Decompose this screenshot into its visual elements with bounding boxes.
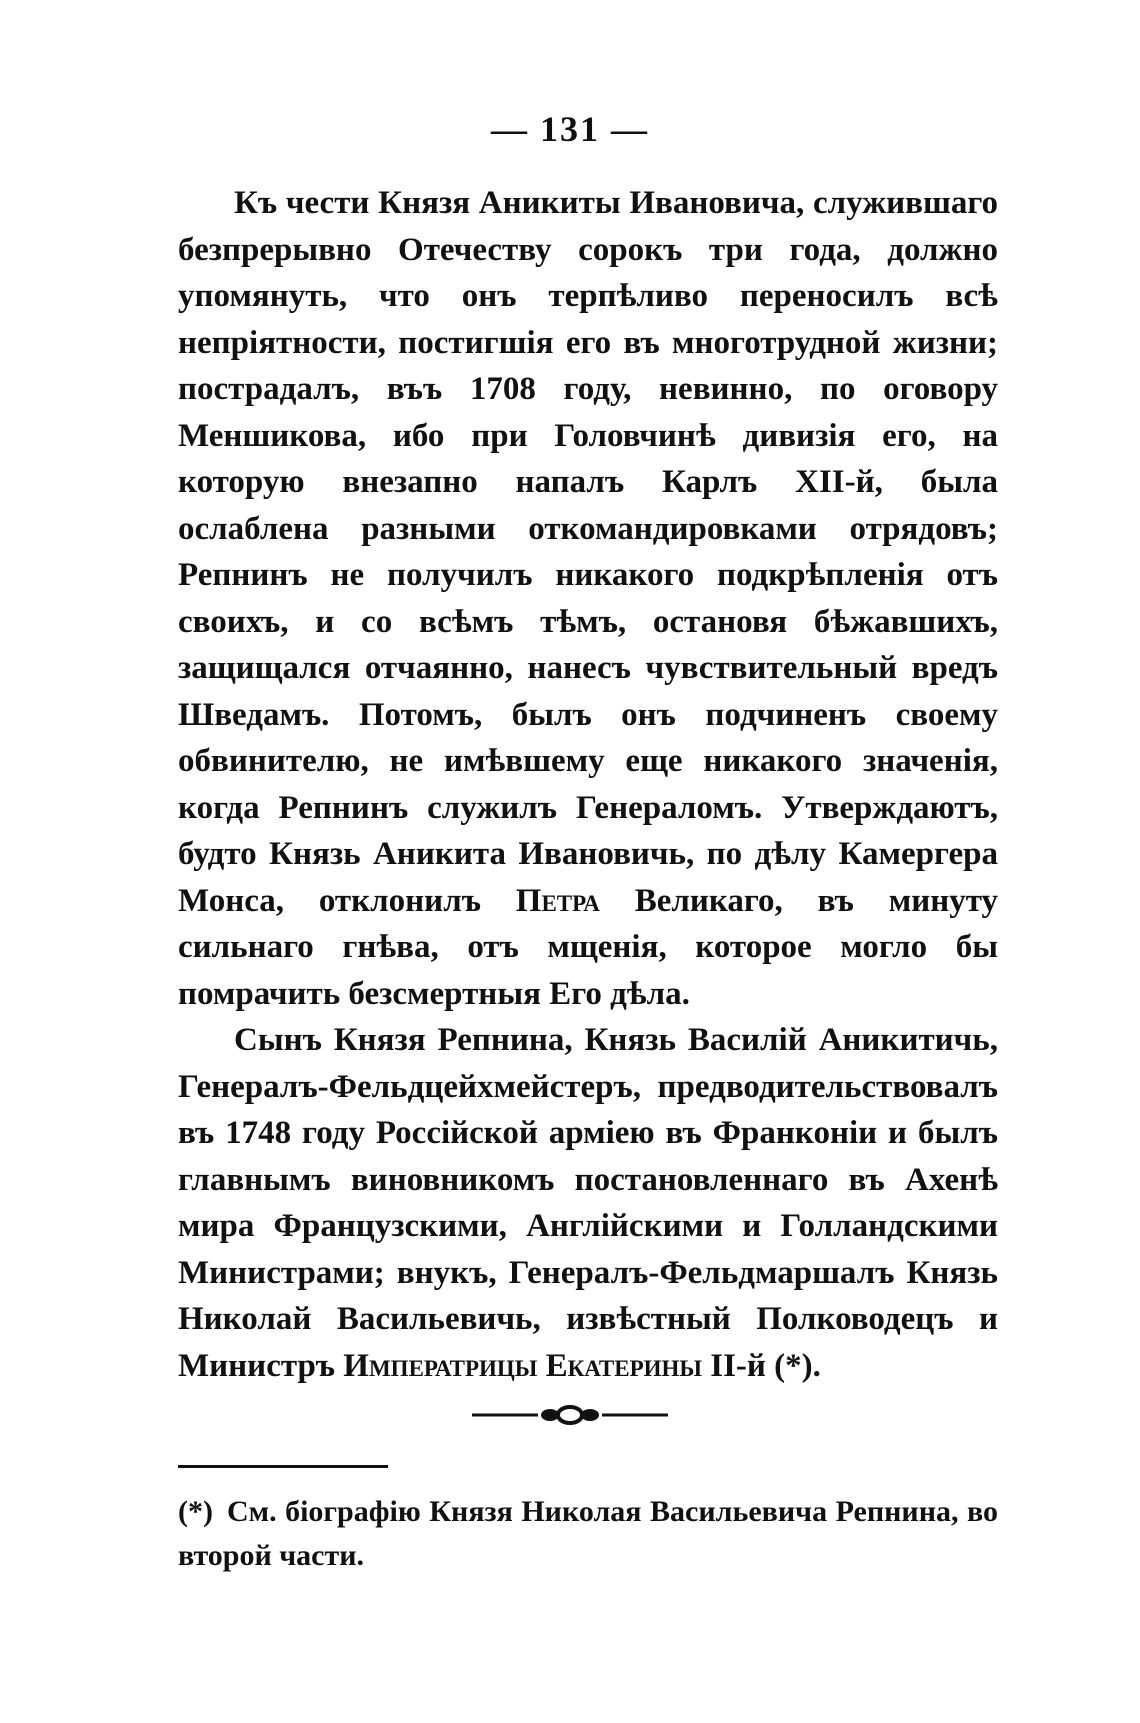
paragraph-1 — [178, 180, 998, 1017]
title-empress-smallcaps: Императрицы Екатерины — [343, 1347, 702, 1384]
footnote-text: См. біографію Князя Николая Васильевича Репнина, во второй части. — [178, 1495, 998, 1572]
paragraph-2-text-end: II-й (*). — [701, 1347, 821, 1384]
paragraph-2 — [178, 1017, 998, 1389]
name-petra-smallcaps: Петра — [515, 882, 600, 919]
footnote-marker: (*) — [178, 1495, 213, 1528]
ornament-divider — [470, 1402, 670, 1428]
paragraph-1-text: Къ чести Князя Аникиты Ивановича, служившаго безпрерывно Отечеству сорокъ три года, должно упомянуть, что онъ терпѣливо переносилъ всѣ непріятности, постигшія его въ многотрудной жизни; пострадалъ, въъ 1708 году, невинно, по оговору Меншикова, ибо при Головчинѣ дивизія его, на которую внезапно напалъ Карлъ XII-й, была ослаблена разными откомандировками отрядовъ; Репнинъ не получилъ никакого подкрѣпленія отъ своихъ, и со всѣмъ тѣмъ, остановя бѣжавшихъ, защищался отчаянно, нанесъ чувствительный вредъ Шведамъ. Потомъ, былъ онъ подчиненъ своему обвинителю, не имѣвшему еще никакого значенія, когда Репнинъ служилъ Генераломъ. Утверждаютъ, будто Князь Аникита Ивановичь, по дѣлу Камергера Монса, отклонилъ — [178, 185, 998, 919]
main-text — [178, 180, 998, 1389]
paragraph-2-text: Сынъ Князя Репнина, Князь Василій Аникитичь, Генералъ-Фельдцейхмейстеръ, предводительствовалъ въ 1748 году Россійской арміею въ Франконіи и былъ главнымъ виновникомъ постановленнаго въ Ахенѣ мира Французскими, Англійскими и Голландскими Министрами; внукъ, Генералъ-Фельдмаршалъ Князь Николай Васильевичь, извѣстный Полководецъ и Министръ — [178, 1022, 998, 1384]
footnote-rule — [178, 1465, 388, 1468]
page-number: — 131 — — [491, 109, 649, 149]
paragraph-1-text-end: Великаго, въ минуту сильнаго гнѣва, отъ мщенія, которое могло бы помрачить безсмертныя Его дѣла. — [178, 882, 998, 1012]
footnote — [178, 1490, 998, 1578]
